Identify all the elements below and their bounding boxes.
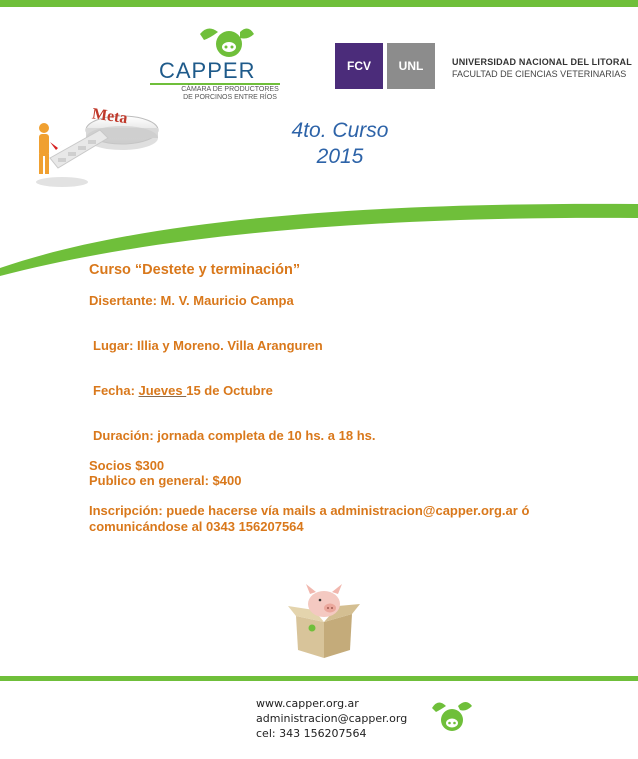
capper-subtitle-line1: CÁMARA DE PRODUCTORES [181, 86, 279, 93]
footer-pig-logo-icon [428, 698, 474, 734]
phone-number: cel: 343 156207564 [256, 727, 367, 740]
price-public: Publico en general: $400 [89, 473, 242, 488]
course-title-year: 2015 [316, 145, 364, 168]
pig-in-box-icon [284, 580, 364, 660]
course-title [240, 118, 440, 170]
website-link[interactable]: www.capper.org.ar [256, 697, 359, 710]
meta-label-text: Meta [91, 105, 129, 128]
capper-underline [150, 83, 280, 85]
date-rest: 15 de Octubre [186, 383, 273, 398]
course-title-line1: 4to. Curso [291, 119, 389, 142]
capper-brand: CAPPER [159, 58, 256, 83]
fcv-logo: FCV [335, 43, 383, 89]
capper-subtitle-line2: DE PORCINOS ENTRE RÍOS [183, 94, 277, 101]
unl-logo: UNL [387, 43, 435, 89]
location: Lugar: Illia y Moreno. Villa Aranguren [93, 338, 323, 353]
faculty-name: FACULTAD DE CIENCIAS VETERINARIAS [452, 69, 627, 79]
course-name: Curso “Destete y terminación” [89, 262, 301, 278]
duration: Duración: jornada completa de 10 hs. a 18 hs. [93, 428, 376, 443]
date [93, 383, 273, 398]
email-link[interactable]: administracion@capper.org [256, 712, 408, 725]
speaker: Disertante: M. V. Mauricio Campa [89, 293, 294, 308]
price-members: Socios $300 [89, 458, 165, 473]
top-green-rule [0, 0, 638, 7]
meta-label [88, 104, 148, 130]
date-day: Jueves [138, 383, 187, 398]
university-name: UNIVERSIDAD NACIONAL DEL LITORAL [452, 57, 632, 67]
date-prefix: Fecha: [93, 383, 139, 398]
registration-info: Inscripción: puede hacerse vía mails a administracion@capper.org.ar ó comunicándose al 0343 156207564 [89, 503, 530, 534]
capper-subtitle [150, 86, 310, 102]
bottom-green-rule [0, 676, 638, 681]
